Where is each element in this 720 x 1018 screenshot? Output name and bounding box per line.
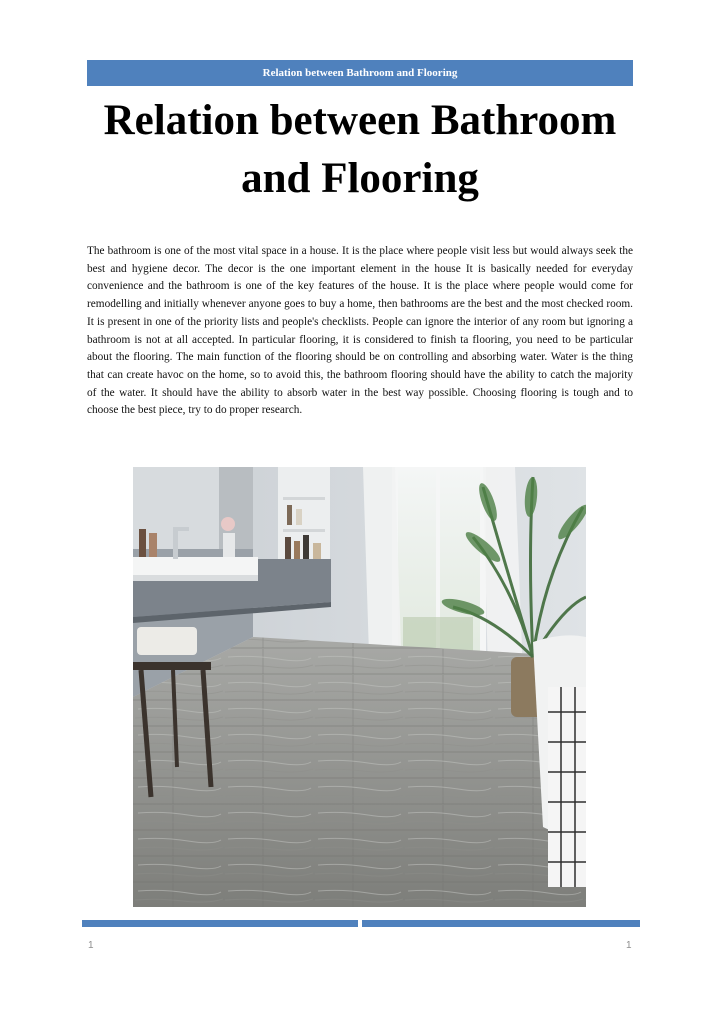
footer-rule <box>82 920 640 927</box>
running-header <box>87 60 633 86</box>
page-number-right: 1 <box>626 940 632 951</box>
bathroom-photo <box>133 467 586 907</box>
running-header-text: Relation between Bathroom and Flooring <box>262 67 458 79</box>
document-title: Relation between Bathroom and Flooring <box>103 97 617 202</box>
body-paragraph: The bathroom is one of the most vital space in a house. It is the place where people visit less but would always seek the best and hygiene decor. The decor is the one important element in the house It is basically needed for everyday convenience and the bathroom is one of the key features of the house. It is the place where people would come for remodelling and initially whenever anyone goes to buy a home, then bathrooms are the best and the most checked room. It is present in one of the priority lists and people's checklists. People can ignore the interior of any room but ignoring a bathroom is not at all accepted. In particular flooring, it is considered to finish ta flooring, you need to be particular about the flooring. The main function of the flooring should be on controlling and absorbing water. Water is the thing that can create havoc on the home, so to avoid this, the bathroom flooring should have the ability to catch the majority of the water. It should have the ability to absorb water in the best way possible. Choosing flooring is tough and to choose the best piece, try to do proper research. <box>87 245 633 417</box>
page-number-left: 1 <box>88 940 94 951</box>
footer-rule-divider <box>358 920 362 927</box>
